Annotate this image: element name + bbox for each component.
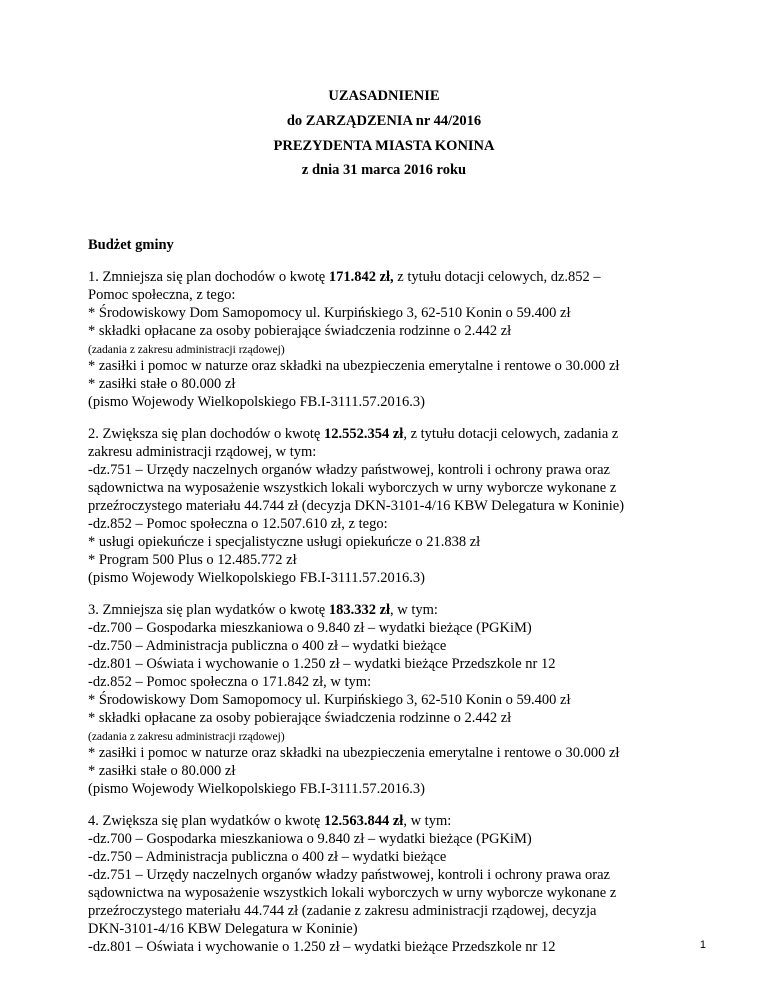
p3-line-4: -dz.801 – Oświata i wychowanie o 1.250 zł – wydatki bieżące Przedszkole nr 12: [88, 656, 556, 672]
p3-line-6: * Środowiskowy Dom Samopomocy ul. Kurpińskiego 3, 62-510 Konin o 59.400 zł: [88, 692, 571, 708]
p4-text-a: 4. Zwiększa się plan wydatków o kwotę: [88, 813, 324, 829]
p2-line-2: zakresu administracji rządowej, w tym:: [88, 444, 317, 460]
p3-line-7: * składki opłacane za osoby pobierające świadczenia rodzinne o 2.442 zł: [88, 710, 512, 726]
doc-title: UZASADNIENIE: [328, 88, 440, 104]
p1-line-4: * składki opłacane za osoby pobierające świadczenia rodzinne o 2.442 zł: [88, 323, 512, 339]
section-title: Budżet gminy: [88, 237, 174, 253]
p4-line-2: -dz.700 – Gospodarka mieszkaniowa o 9.840 zł – wydatki bieżące (PGKiM): [88, 831, 532, 847]
p4-line-1: [88, 812, 451, 830]
p2-text-a: 2. Zwiększa się plan dochodów o kwotę: [88, 426, 324, 442]
p1-line-5: (zadania z zakresu administracji rządowej): [88, 344, 285, 356]
p1-line-6: * zasiłki i pomoc w naturze oraz składki na ubezpieczenia emerytalne i rentowe o 30.000 zł: [88, 358, 620, 374]
p1-line-2: Pomoc społeczna, z tego:: [88, 287, 236, 303]
p3-text-c: , w tym:: [390, 602, 438, 618]
p3-text-a: 3. Zmniejsza się plan wydatków o kwotę: [88, 602, 329, 618]
p1-line-8: (pismo Wojewody Wielkopolskiego FB.I-3111.57.2016.3): [88, 394, 425, 410]
p2-amount: 12.552.354 zł: [323, 426, 404, 442]
p1-line-1: [88, 268, 601, 286]
p4-line-6: przeźroczystego materiału 44.744 zł (zadanie z zakresu administracji rządowej, decyzja: [88, 903, 597, 919]
p1-line-7: * zasiłki stałe o 80.000 zł: [88, 376, 236, 392]
p3-line-2: -dz.700 – Gospodarka mieszkaniowa o 9.840 zł – wydatki bieżące (PGKiM): [88, 620, 532, 636]
p2-line-1: [88, 425, 618, 443]
p3-line-1: [88, 601, 438, 619]
p4-text-c: , w tym:: [403, 813, 452, 829]
p4-line-8: -dz.801 – Oświata i wychowanie o 1.250 zł – wydatki bieżące Przedszkole nr 12: [88, 939, 556, 955]
p1-line-3: * Środowiskowy Dom Samopomocy ul. Kurpińskiego 3, 62-510 Konin o 59.400 zł: [88, 305, 571, 321]
p3-line-9: * zasiłki i pomoc w naturze oraz składki na ubezpieczenia emerytalne i rentowe o 30.000 zł: [88, 745, 620, 761]
p4-line-4: -dz.751 – Urzędy naczelnych organów władzy państwowej, kontroli i ochrony prawa oraz: [88, 867, 610, 883]
p2-line-8: * Program 500 Plus o 12.485.772 zł: [88, 552, 297, 568]
p2-line-3: -dz.751 – Urzędy naczelnych organów władzy państwowej, kontroli i ochrony prawa oraz: [88, 462, 610, 478]
p1-text-a: 1. Zmniejsza się plan dochodów o kwotę: [88, 269, 329, 285]
p3-line-8: (zadania z zakresu administracji rządowej): [88, 731, 285, 743]
p1-amount: 171.842 zł,: [328, 269, 394, 285]
p4-line-3: -dz.750 – Administracja publiczna o 400 zł – wydatki bieżące: [88, 849, 447, 865]
doc-subtitle-order: do ZARZĄDZENIA nr 44/2016: [286, 113, 482, 129]
p2-line-7: * usługi opiekuńcze i specjalistyczne usługi opiekuńcze o 21.838 zł: [88, 534, 481, 550]
p4-line-7: DKN-3101-4/16 KBW Delegatura w Koninie): [88, 921, 358, 937]
p2-line-4: sądownictwa na wyposażenie wszystkich lokali wyborczych w urny wyborcze wykonane z: [88, 480, 617, 496]
p2-line-6: -dz.852 – Pomoc społeczna o 12.507.610 zł, z tego:: [88, 516, 388, 532]
p4-amount: 12.563.844 zł: [323, 813, 404, 829]
p3-line-5: -dz.852 – Pomoc społeczna o 171.842 zł, w tym:: [88, 674, 372, 690]
p3-amount: 183.332 zł: [328, 602, 391, 618]
p3-line-11: (pismo Wojewody Wielkopolskiego FB.I-3111.57.2016.3): [88, 781, 425, 797]
p4-line-5: sądownictwa na wyposażenie wszystkich lokali wyborczych w urny wyborcze wykonane z: [88, 885, 617, 901]
p3-line-10: * zasiłki stałe o 80.000 zł: [88, 763, 236, 779]
doc-subtitle-date: z dnia 31 marca 2016 roku: [301, 162, 467, 178]
p3-line-3: -dz.750 – Administracja publiczna o 400 zł – wydatki bieżące: [88, 638, 447, 654]
page-number: 1: [699, 939, 706, 951]
p1-text-c: z tytułu dotacji celowych, dz.852 –: [393, 269, 601, 285]
p2-line-5: przeźroczystego materiału 44.744 zł (decyzja DKN-3101-4/16 KBW Delegatura w Koninie): [88, 498, 625, 514]
doc-subtitle-president: PREZYDENTA MIASTA KONINA: [273, 138, 495, 154]
p2-text-c: , z tytułu dotacji celowych, zadania z: [403, 426, 619, 442]
p2-line-9: (pismo Wojewody Wielkopolskiego FB.I-3111.57.2016.3): [88, 570, 425, 586]
